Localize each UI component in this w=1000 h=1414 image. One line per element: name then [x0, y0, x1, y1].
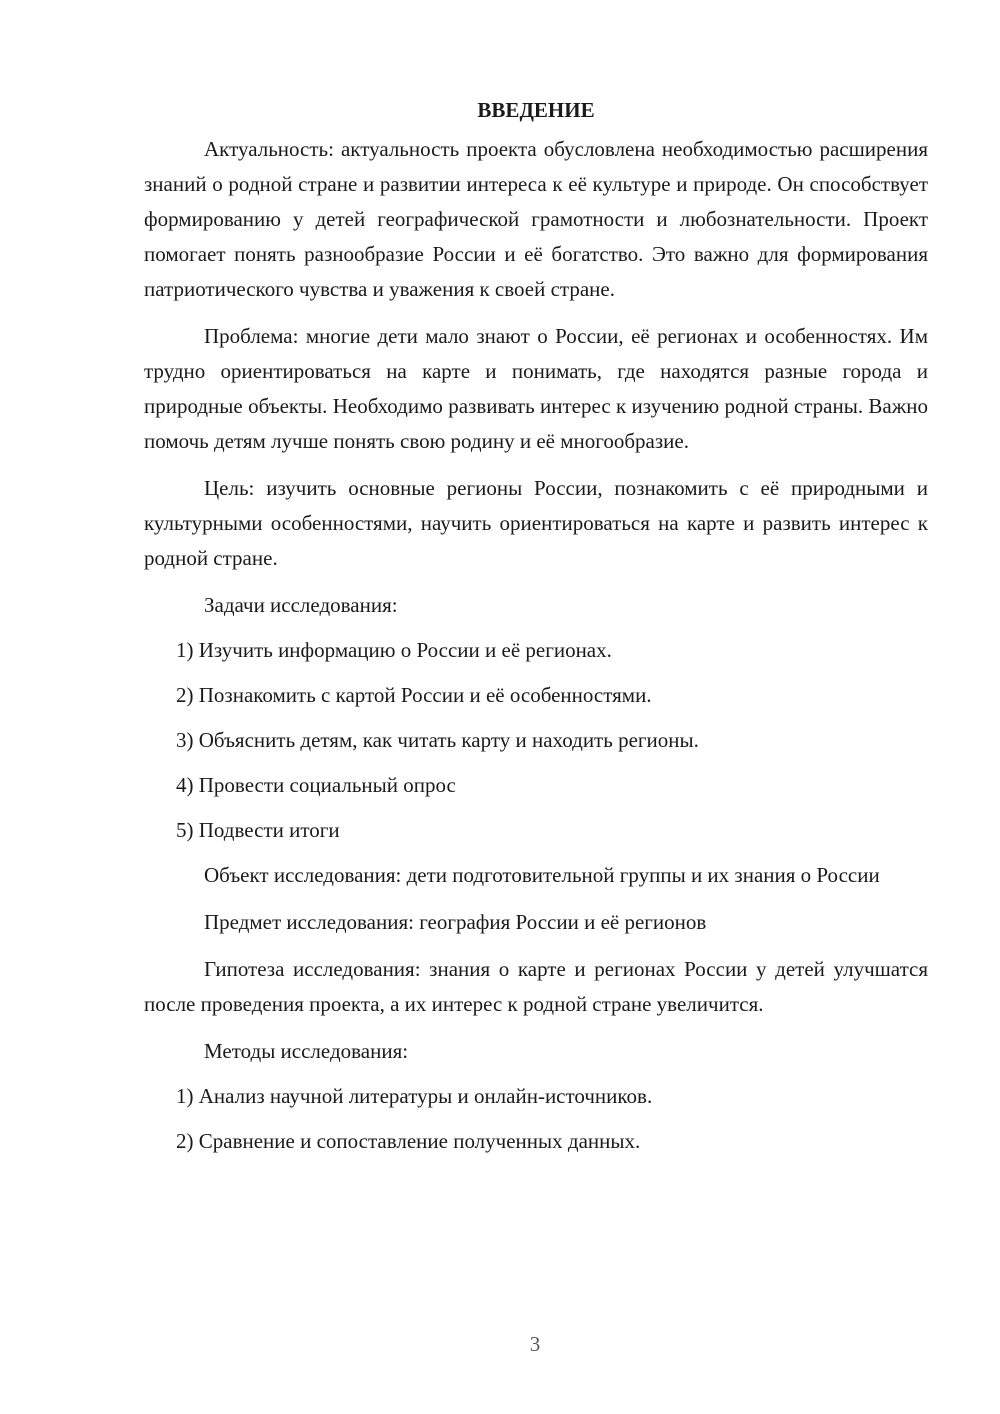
page-number: 3: [529, 1332, 541, 1356]
task-item-4: 4) Провести социальный опрос: [176, 773, 456, 797]
document-page: [144, 92, 928, 1169]
method-item-2: 2) Сравнение и сопоставление полученных данных.: [176, 1129, 641, 1153]
subject-paragraph: Предмет исследования: география России и её регионов: [204, 910, 707, 934]
goal-paragraph: Цель: изучить основные регионы России, познакомить с её природными и культурными особенностями, научить ориентироваться на карте и развить интерес к родной стране.: [144, 476, 928, 570]
hypothesis-paragraph: Гипотеза исследования: знания о карте и регионах России у детей улучшатся после проведения проекта, а их интерес к родной стране увеличится.: [144, 957, 928, 1016]
object-paragraph: Объект исследования: дети подготовительной группы и их знания о России: [204, 863, 880, 887]
page-title: ВВЕДЕНИЕ: [477, 98, 595, 122]
method-item-1: 1) Анализ научной литературы и онлайн-источников.: [176, 1084, 653, 1108]
tasks-heading: Задачи исследования:: [204, 593, 398, 617]
task-item-5: 5) Подвести итоги: [176, 818, 340, 842]
problem-paragraph: Проблема: многие дети мало знают о России, её регионах и особенностях. Им трудно ориентироваться на карте и понимать, где находятся разные города и природные объекты. Необходимо развивать интерес к изучению родной страны. Важно помочь детям лучше понять свою родину и её многообразие.: [144, 324, 928, 453]
relevance-paragraph: Актуальность: актуальность проекта обусловлена необходимостью расширения знаний о родной стране и развитии интереса к её культуре и природе. Он способствует формированию у детей географической грамотности и любознательности. Проект помогает понять разнообразие России и её богатство. Это важно для формирования патриотического чувства и уважения к своей стране.: [144, 137, 928, 301]
methods-heading: Методы исследования:: [204, 1039, 409, 1063]
task-item-2: 2) Познакомить с картой России и её особенностями.: [176, 683, 652, 707]
task-item-3: 3) Объяснить детям, как читать карту и находить регионы.: [176, 728, 699, 752]
task-item-1: 1) Изучить информацию о России и её регионах.: [176, 638, 612, 662]
